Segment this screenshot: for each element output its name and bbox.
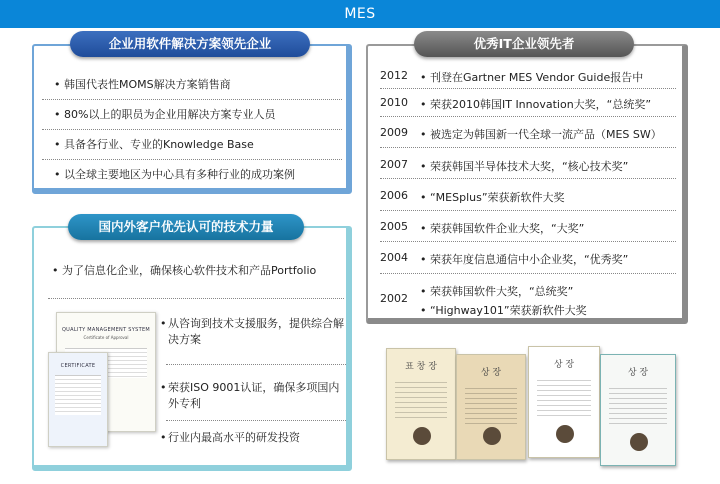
page-title-bar: [0, 0, 720, 28]
divider: [380, 147, 676, 148]
tech-intro-item: • 为了信息化企业，确保核心软件技术和产品Portfolio: [52, 264, 317, 277]
award-certificate-images: [386, 344, 686, 474]
list-item: • 从咨询到技术支援服务，提供综合解决方案: [168, 316, 348, 348]
certificate-image: 상 장: [456, 354, 526, 460]
list-item: • 荣获ISO 9001认证，确保多项国内外专利: [168, 380, 348, 412]
divider: [380, 273, 676, 274]
awards-panel: [366, 44, 688, 324]
divider: [380, 88, 676, 89]
certificate-text-lines: [395, 378, 447, 418]
divider: [48, 298, 344, 299]
seal-icon: [413, 427, 431, 445]
list-item: • 具备各行业、专业的Knowledge Base: [42, 130, 342, 160]
leader-list: [42, 70, 342, 190]
divider: [380, 116, 676, 117]
divider: [380, 178, 676, 179]
divider: [166, 420, 346, 421]
leader-panel-title: 企业用软件解决方案领先企业: [70, 31, 310, 57]
certificate-text-lines: [55, 375, 101, 415]
divider: [166, 364, 346, 365]
certificate-image: CERTIFICATE: [48, 352, 108, 447]
seal-icon: [483, 427, 501, 445]
certificate-text-lines: [537, 376, 591, 416]
iso-certificate-images: [48, 312, 158, 452]
certificate-image: QUALITY MANAGEMENT SYSTEM Certificate of Approval: [56, 312, 156, 432]
certificate-text-lines: [609, 384, 667, 424]
awards-panel-title: 优秀IT企业领先者: [414, 31, 634, 57]
certificate-image: 상 장: [600, 354, 676, 466]
list-item: • 以全球主要地区为中心具有多种行业的成功案例: [54, 168, 295, 181]
certificate-image: 표 창 장: [386, 348, 456, 460]
certificate-image: 상 장: [528, 346, 600, 458]
seal-icon: [630, 433, 648, 451]
page-title: MES: [344, 6, 376, 22]
divider: [380, 241, 676, 242]
list-item: • 80%以上的职员为企业用解决方案专业人员: [42, 100, 342, 130]
divider: [380, 210, 676, 211]
list-item: • 行业内最高水平的研发投资: [168, 430, 348, 446]
list-item: • 韩国代表性MOMS解决方案销售商: [42, 70, 342, 100]
seal-icon: [556, 425, 574, 443]
tech-panel-title: 国内外客户优先认可的技术力量: [68, 214, 304, 240]
certificate-text-lines: [465, 384, 517, 424]
